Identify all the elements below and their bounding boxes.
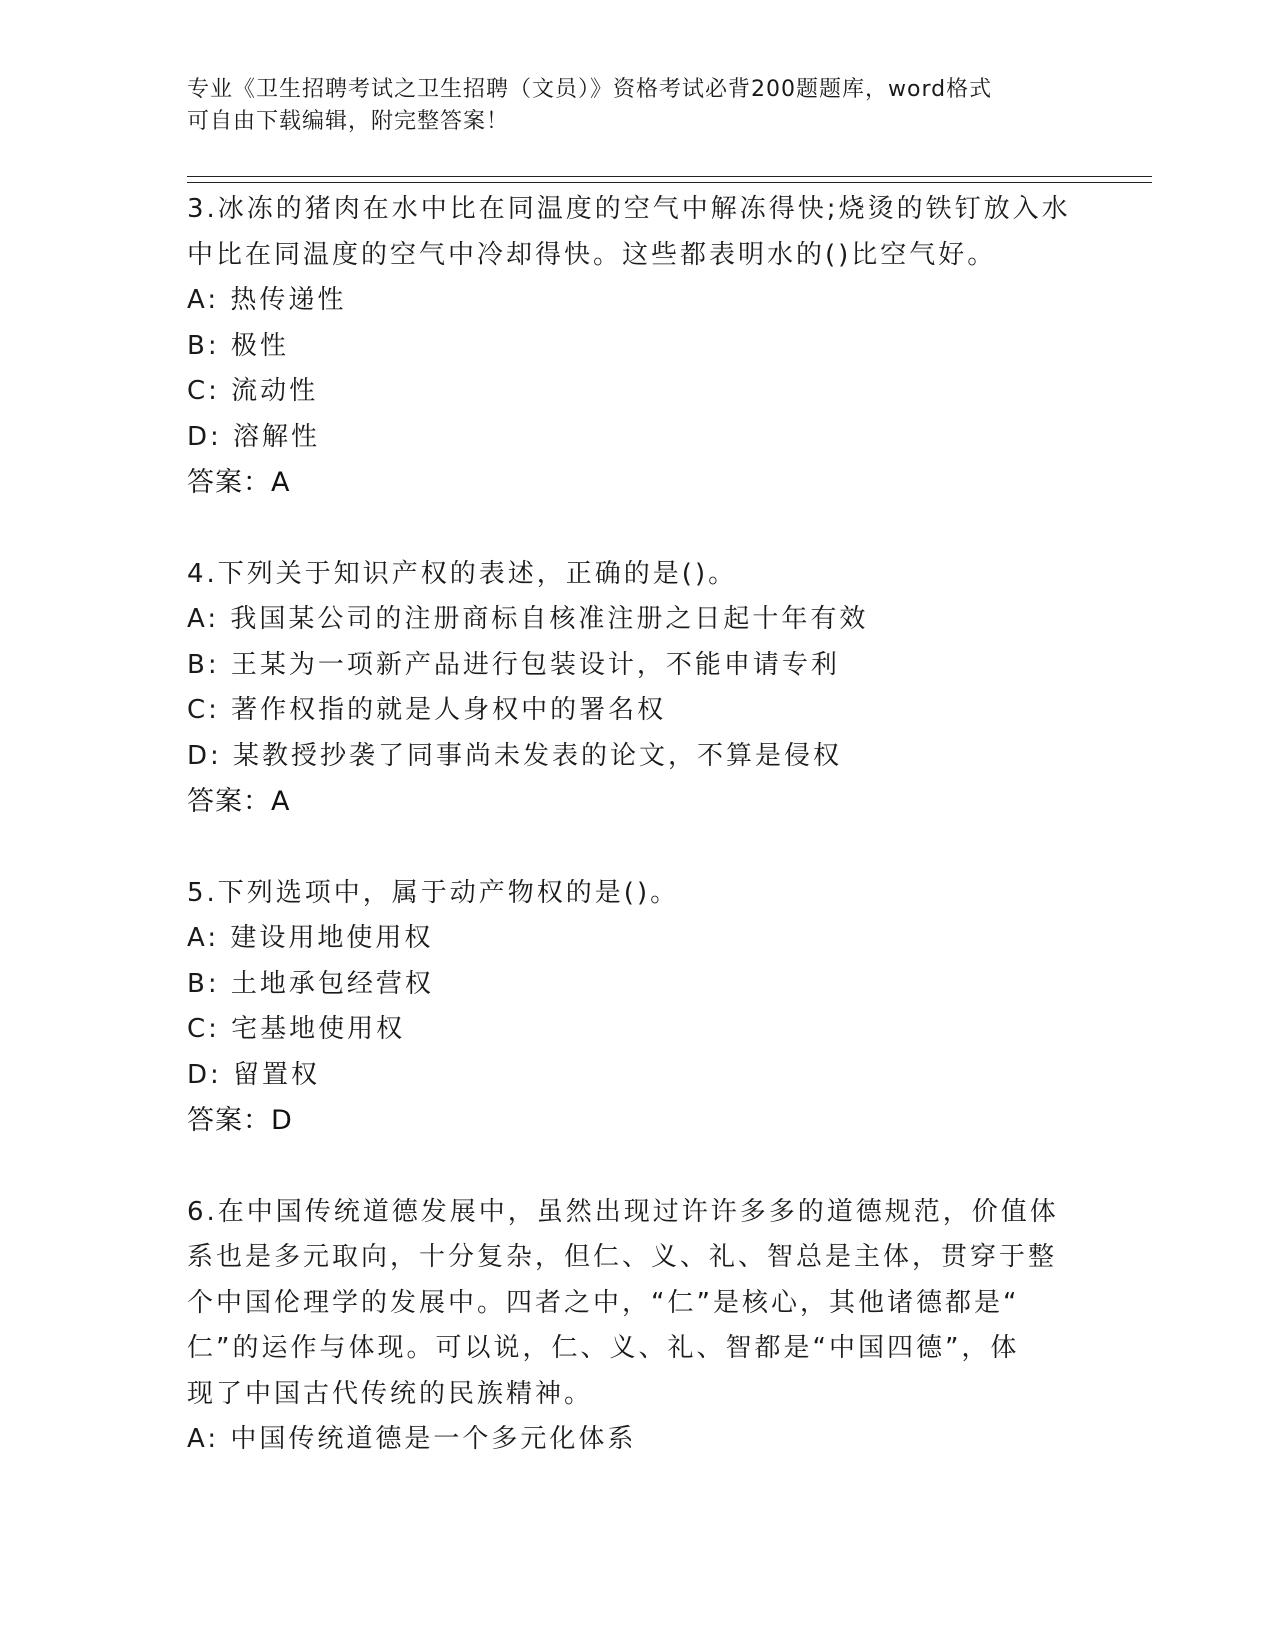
header-line-1: 专业《卫生招聘考试之卫生招聘（文员）》资格考试必背200题题库，word格式	[187, 77, 993, 102]
question-stem-line: 6.在中国传统道德发展中，虽然出现过许许多多的道德规范，价值体	[187, 1196, 1059, 1227]
question-stem-line: 3.冰冻的猪肉在水中比在同温度的空气中解冻得快;烧烫的铁钉放入水	[187, 194, 1071, 224]
answer-line: 答案：A	[187, 786, 291, 817]
document-header	[187, 74, 1087, 138]
answer-line: 答案：D	[187, 1105, 293, 1136]
answer-line: 答案：A	[187, 467, 291, 498]
option-d: D: 某教授抄袭了同事尚未发表的论文，不算是侵权	[187, 740, 843, 771]
option-a: A: 热传递性	[187, 285, 347, 315]
header-line-2: 可自由下载编辑，附完整答案！	[187, 109, 510, 134]
option-b: B: 极性	[187, 330, 289, 361]
option-a: A: 中国传统道德是一个多元化体系	[187, 1424, 637, 1454]
header-divider-top	[187, 176, 1152, 177]
option-a: A: 建设用地使用权	[187, 923, 434, 953]
option-b: B: 土地承包经营权	[187, 968, 434, 999]
question-stem-line: 现了中国古代传统的民族精神。	[187, 1378, 594, 1409]
question-item	[187, 1190, 1087, 1463]
question-stem-line: 个中国伦理学的发展中。四者之中，“仁”是核心，其他诸德都是“	[187, 1287, 1020, 1318]
question-item	[187, 187, 1087, 506]
question-stem-line: 系也是多元取向，十分复杂，但仁、义、礼、智总是主体，贯穿于整	[187, 1242, 1058, 1272]
question-item	[187, 552, 1087, 825]
option-c: C: 著作权指的就是人身权中的署名权	[187, 695, 667, 725]
question-item	[187, 871, 1087, 1144]
option-a: A: 我国某公司的注册商标自核准注册之日起十年有效	[187, 604, 869, 634]
question-stem-line: 4.下列关于知识产权的表述，正确的是()。	[187, 558, 738, 589]
question-stem-line: 5.下列选项中，属于动产物权的是()。	[187, 877, 680, 908]
option-b: B: 王某为一项新产品进行包装设计，不能申请专利	[187, 649, 840, 680]
question-list	[187, 187, 1087, 1463]
question-stem-line: 仁”的运作与体现。可以说，仁、义、礼、智都是“中国四德”，体	[187, 1333, 1020, 1363]
question-stem-line: 中比在同温度的空气中冷却得快。这些都表明水的()比空气好。	[187, 239, 997, 270]
header-divider-bottom	[187, 182, 1152, 183]
option-c: C: 流动性	[187, 376, 319, 406]
option-c: C: 宅基地使用权	[187, 1014, 406, 1044]
option-d: D: 留置权	[187, 1059, 321, 1090]
option-d: D: 溶解性	[187, 421, 321, 452]
